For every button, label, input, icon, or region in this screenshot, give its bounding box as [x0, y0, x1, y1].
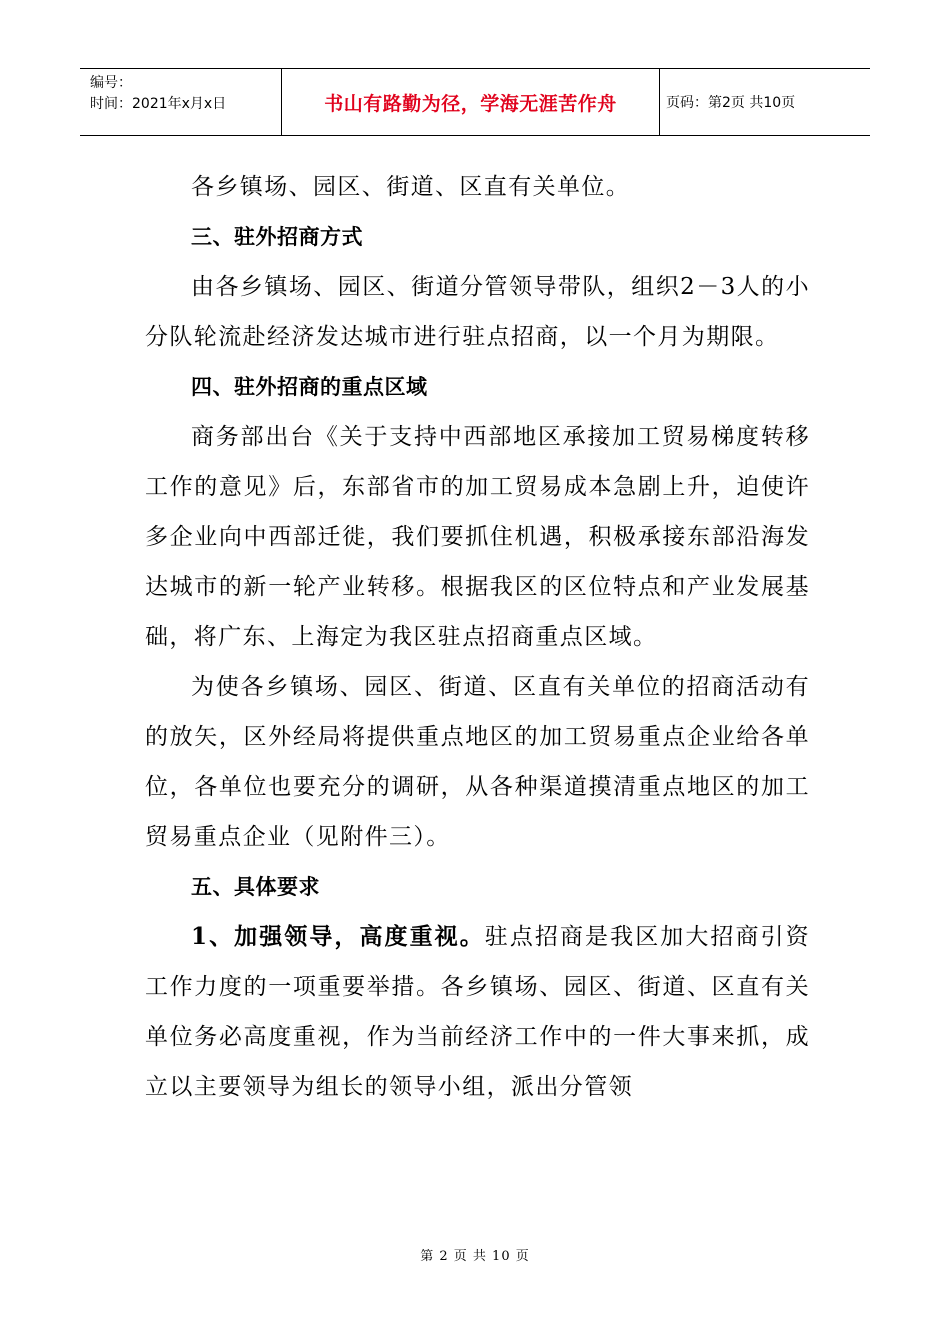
paragraph-requirement-1 — [145, 912, 810, 1112]
header-motto: 书山有路勤为径，学海无涯苦作舟 — [282, 69, 660, 135]
header-meta-cell — [80, 69, 282, 135]
paragraph-units: 各乡镇场、园区、街道、区直有关单位。 — [191, 174, 631, 200]
header-page-info: 页码：第2页 共10页 — [666, 95, 796, 111]
section-heading-4: 四、驻外招商的重点区域 — [191, 375, 428, 399]
number-label: 编号： — [90, 75, 132, 91]
paragraph-method: 由各乡镇场、园区、街道分管领导带队，组织2－3人的小分队轮流赴经济发达城市进行驻点招商，以一个月为期限。 — [145, 274, 810, 350]
document-body — [145, 162, 810, 1112]
section-heading-3: 三、驻外招商方式 — [191, 225, 363, 249]
time-label: 时间：2021年x月x日 — [90, 96, 227, 112]
paragraph-region-2: 为使各乡镇场、园区、街道、区直有关单位的招商活动有的放矢，区外经局将提供重点地区的加工贸易重点企业给各单位，各单位也要充分的调研，从各种渠道摸清重点地区的加工贸易重点企业（见附件三）。 — [145, 674, 810, 850]
requirement-1-body: 驻点招商是我区加大招商引资工作力度的一项重要举措。各乡镇场、园区、街道、区直有关单位务必高度重视，作为当前经济工作中的一件大事来抓，成立以主要领导为组长的领导小组，派出分管领 — [145, 924, 810, 1100]
page-footer: 第 2 页 共 10 页 — [420, 1249, 530, 1264]
section-heading-5: 五、具体要求 — [191, 875, 320, 899]
requirement-1-lead: 1、加强领导，高度重视。 — [191, 923, 485, 950]
document-header — [80, 68, 870, 136]
paragraph-region-1: 商务部出台《关于支持中西部地区承接加工贸易梯度转移工作的意见》后，东部省市的加工贸易成本急剧上升，迫使许多企业向中西部迁徙，我们要抓住机遇，积极承接东部沿海发达城市的新一轮产业转移。根据我区的区位特点和产业发展基础，将广东、上海定为我区驻点招商重点区域。 — [145, 424, 810, 650]
